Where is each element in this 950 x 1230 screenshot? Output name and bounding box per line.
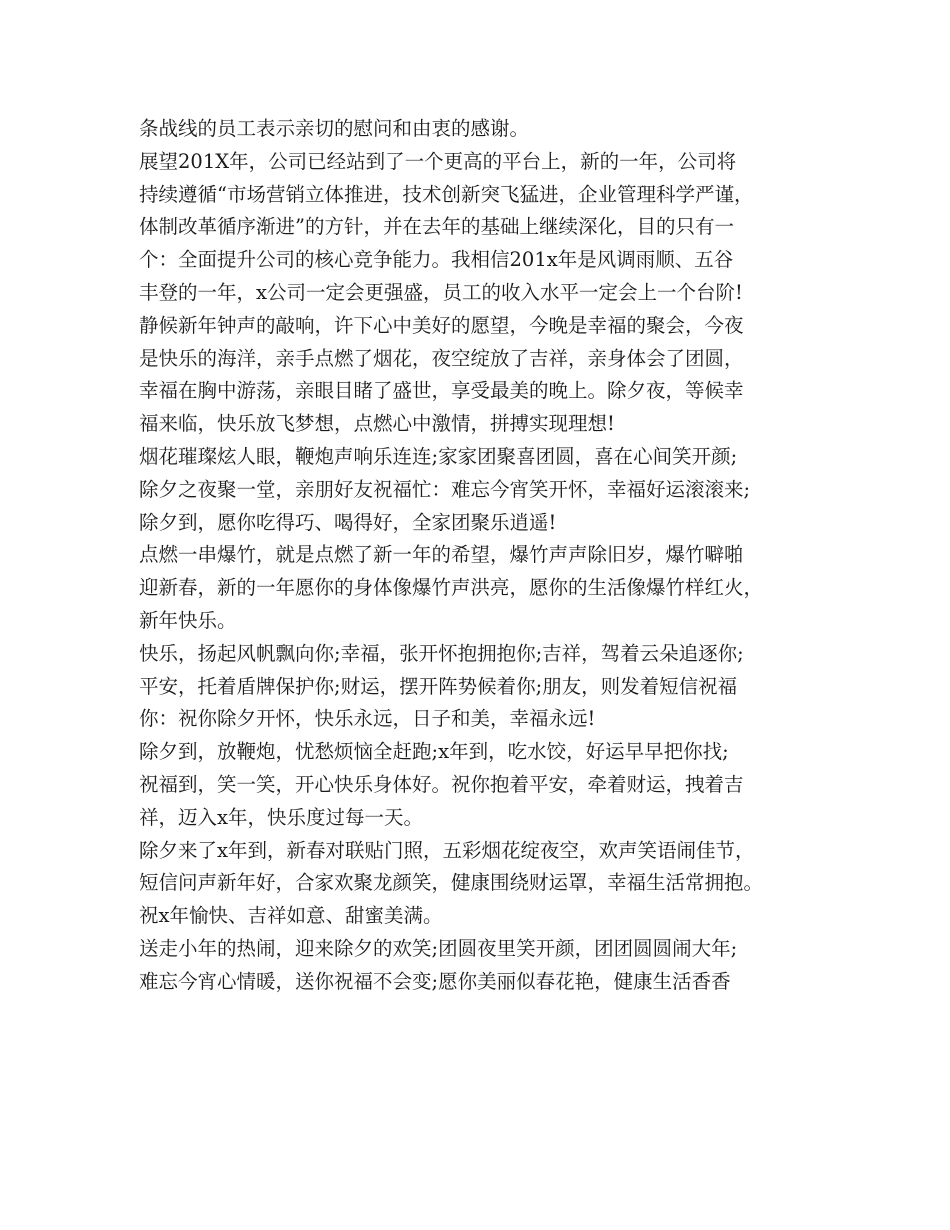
- text-line: 烟花璀璨炫人眼，鞭炮声响乐连连;家家团聚喜团圆，喜在心间笑开颜;: [139, 444, 738, 468]
- text-line: 个：全面提升公司的核心竞争能力。我相信201x年是风调雨顺、五谷: [139, 248, 734, 272]
- text-line: 幸福在胸中游荡，亲眼目睹了盛世，享受最美的晚上。除夕夜，等候幸: [139, 379, 744, 403]
- text-line: 条战线的员工表示亲切的慰问和由衷的感谢。: [139, 117, 530, 140]
- text-line: 祝x年愉快、吉祥如意、甜蜜美满。: [139, 904, 443, 928]
- text-line: 福来临，快乐放飞梦想，点燃心中激情，拼搏实现理想!: [139, 412, 615, 436]
- text-line: 短信问声新年好，合家欢聚龙颜笑，健康围绕财运罩，幸福生活常拥抱。: [139, 871, 764, 895]
- text-line: 静候新年钟声的敲响，许下心中美好的愿望，今晚是幸福的聚会，今夜: [139, 313, 744, 337]
- text-line: 难忘今宵心情暖，送你祝福不会变;愿你美丽似春花艳，健康生活香香: [139, 969, 731, 993]
- text-line: 快乐，扬起风帆飘向你;幸福，张开怀抱拥抱你;吉祥，驾着云朵追逐你;: [139, 641, 744, 665]
- text-line: 迎新春，新的一年愿你的身体像爆竹声洪亮，愿你的生活像爆竹样红火，: [139, 576, 764, 600]
- text-line: 持续遵循“市场营销立体推进，技术创新突飞猛进，企业管理科学严谨，: [139, 182, 754, 206]
- text-line: 是快乐的海洋，亲手点燃了烟花，夜空绽放了吉祥，亲身体会了团圆，: [139, 346, 744, 370]
- text-line: 祝福到，笑一笑，开心快乐身体好。祝你抱着平安，牵着财运，拽着吉: [139, 772, 744, 796]
- text-line: 点燃一串爆竹，就是点燃了新一年的希望，爆竹声声除旧岁，爆竹噼啪: [139, 543, 744, 567]
- text-line: 你：祝你除夕开怀，快乐永远，日子和美，幸福永远!: [139, 707, 596, 731]
- text-line: 新年快乐。: [139, 608, 237, 632]
- text-line: 除夕来了x年到，新春对联贴门照，五彩烟花绽夜空，欢声笑语闹佳节，: [139, 838, 755, 862]
- text-line: 体制改革循序渐进”的方针，并在去年的基础上继续深化，目的只有一: [139, 215, 734, 239]
- text-line: 祥，迈入x年，快乐度过每一天。: [139, 805, 423, 829]
- body-text: [139, 113, 829, 999]
- text-line: 平安，托着盾牌保护你;财运，摆开阵势候着你;朋友，则发着短信祝福: [139, 674, 738, 698]
- text-line: 丰登的一年，x公司一定会更强盛，员工的收入水平一定会上一个台阶!: [139, 280, 743, 304]
- text-line: 展望201X年，公司已经站到了一个更高的平台上，新的一年，公司将: [139, 149, 737, 173]
- text-line: 除夕之夜聚一堂，亲朋好友祝福忙：难忘今宵笑开怀，幸福好运滚滚来;: [139, 477, 751, 501]
- text-line: 除夕到，放鞭炮，忧愁烦恼全赶跑;x年到，吃水饺，好运早早把你找;: [139, 740, 729, 764]
- text-line: 送走小年的热闹，迎来除夕的欢笑;团圆夜里笑开颜，团团圆圆闹大年;: [139, 936, 738, 960]
- text-line: 除夕到，愿你吃得巧、喝得好，全家团聚乐逍遥!: [139, 510, 557, 534]
